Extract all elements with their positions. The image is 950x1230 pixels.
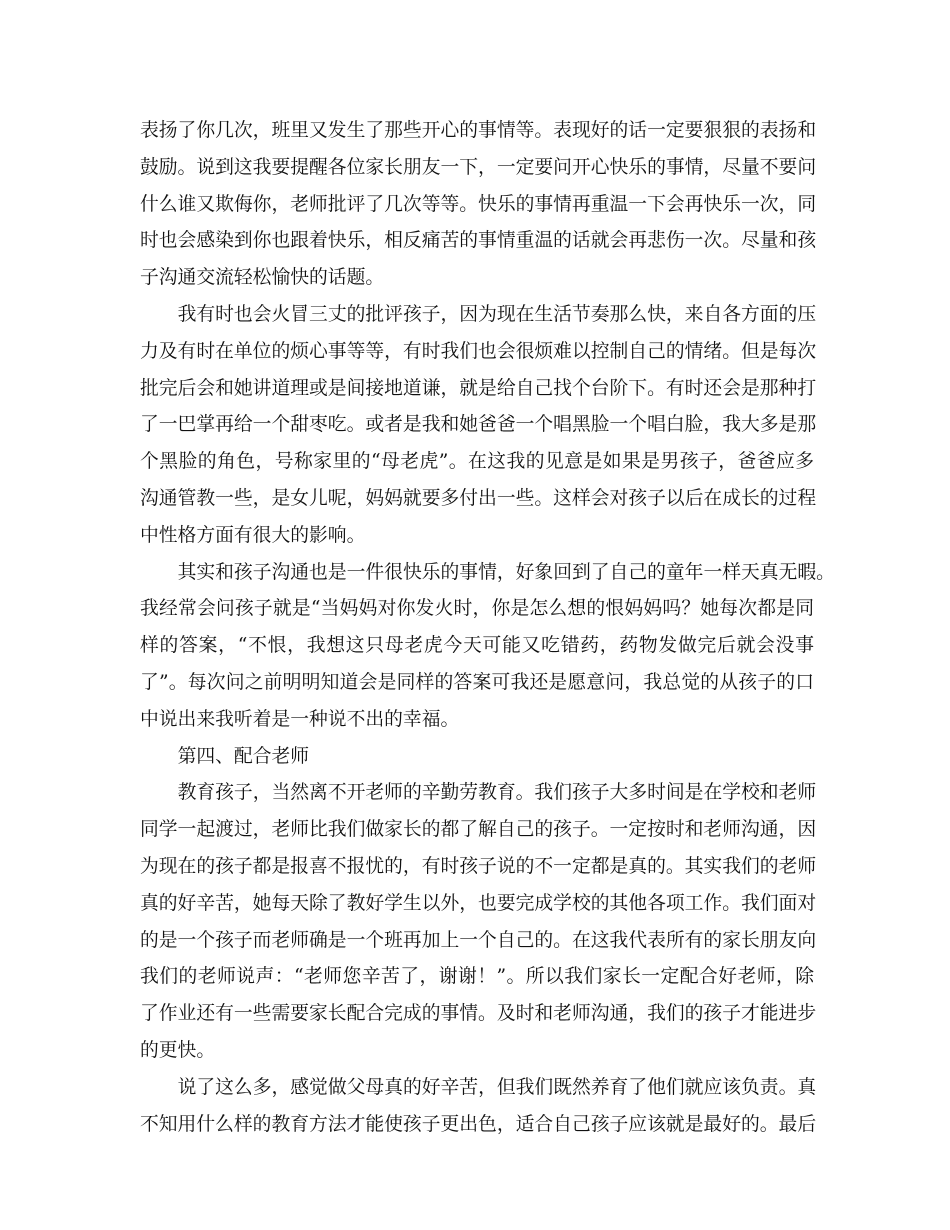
text-line: 鼓励。说到这我要提醒各位家长朋友一下，一定要问开心快乐的事情，尽量不要问 <box>140 156 817 178</box>
text-line: 我经常会问孩子就是“当妈妈对你发火时，你是怎么想的恨妈妈吗？她每次都是同 <box>140 598 814 620</box>
text-line: 中性格方面有很大的影响。 <box>140 524 366 546</box>
text-line: 时也会感染到你也跟着快乐，相反痛苦的事情重温的话就会再悲伤一次。尽量和孩 <box>140 230 817 252</box>
text-line: 样的答案，“不恨，我想这只母老虎今天可能又吃错药，药物发做完后就会没事 <box>140 635 814 657</box>
text-line: 什么谁又欺侮你，老师批评了几次等等。快乐的事情再重温一下会再快乐一次，同 <box>140 193 817 215</box>
text-line: 的更快。 <box>140 1039 216 1061</box>
text-line: 了”。每次问之前明明知道会是同样的答案可我还是愿意问，我总觉的从孩子的口 <box>140 671 814 693</box>
text-line: 表扬了你几次，班里又发生了那些开心的事情等。表现好的话一定要狠狠的表扬和 <box>140 120 817 141</box>
text-line: 同学一起渡过，老师比我们做家长的都了解自己的孩子。一定按时和老师沟通，因 <box>140 819 817 841</box>
text-line: 沟通管教一些，是女儿呢，妈妈就要多付出一些。这样会对孩子以后在成长的过程 <box>140 487 817 509</box>
text-line: 其实和孩子沟通也是一件很快乐的事情，好象回到了自己的童年一样天真无暇。 <box>177 561 835 583</box>
text-line: 说了这么多，感觉做父母真的好辛苦，但我们既然养育了他们就应该负责。真 <box>177 1076 817 1098</box>
text-line: 我们的老师说声：“老师您辛苦了，谢谢！”。所以我们家长一定配合好老师，除 <box>140 966 814 988</box>
text-line: 真的好辛苦，她每天除了教好学生以外，也要完成学校的其他各项工作。我们面对 <box>140 892 817 914</box>
text-line: 批完后会和她讲道理或是间接地道谦，就是给自己找个台阶下。有时还会是那种打 <box>140 377 817 399</box>
text-line: 了一巴掌再给一个甜枣吃。或者是我和她爸爸一个唱黑脸一个唱白脸，我大多是那 <box>140 414 817 436</box>
document-body <box>140 113 835 1143</box>
text-line: 教育孩子，当然离不开老师的辛勤劳教育。我们孩子大多时间是在学校和老师 <box>177 782 817 804</box>
text-line: 我有时也会火冒三丈的批评孩子，因为现在生活节奏那么快，来自各方面的压 <box>177 303 817 325</box>
text-line: 个黑脸的角色，号称家里的“母老虎”。在这我的见意是如果是男孩子，爸爸应多 <box>140 451 814 473</box>
text-line: 中说出来我听着是一种说不出的幸福。 <box>140 708 460 730</box>
text-line: 的是一个孩子而老师确是一个班再加上一个自己的。在这我代表所有的家长朋友向 <box>140 929 817 951</box>
text-line: 子沟通交流轻松愉快的话题。 <box>140 267 385 289</box>
text-line: 为现在的孩子都是报喜不报忧的，有时孩子说的不一定都是真的。其实我们的老师 <box>140 855 817 877</box>
text-line: 了作业还有一些需要家长配合完成的事情。及时和老师沟通，我们的孩子才能进步 <box>140 1003 817 1025</box>
text-line: 力及有时在单位的烦心事等等，有时我们也会很烦难以控制自己的情绪。但是每次 <box>140 340 817 362</box>
text-line: 不知用什么样的教育方法才能使孩子更出色，适合自己孩子应该就是最好的。最后 <box>140 1113 817 1135</box>
text-line: 第四、配合老师 <box>177 745 310 767</box>
